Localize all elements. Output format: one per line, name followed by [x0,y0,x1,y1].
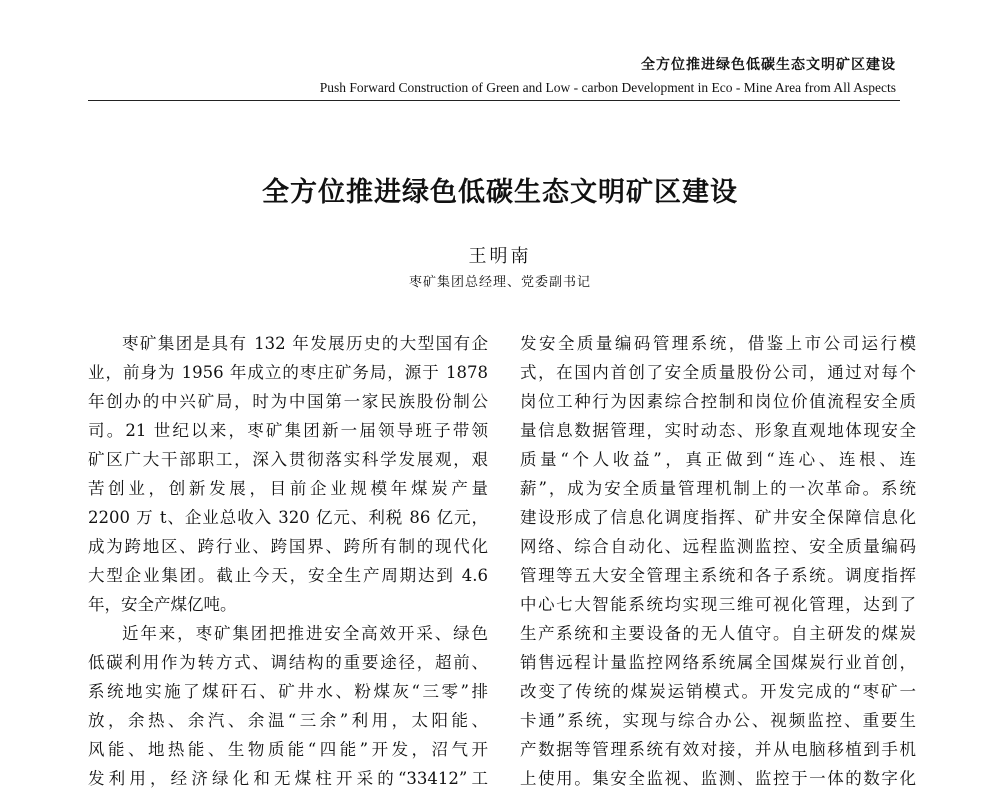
text-line: 建设形成了信息化调度指挥、矿井安全保障信息化 [520,508,916,527]
text-line: 管理等五大安全管理主系统和各子系统。调度指挥 [520,566,916,585]
text-line: 上使用。集安全监视、监测、监控于一体的数字化 [520,769,916,788]
text-line: 中心七大智能系统均实现三维可视化管理，达到了 [520,595,916,614]
text-line: 大型企业集团。截止今天，安全生产周期达到 4.6 [88,566,488,585]
text-line: 质量“个人收益”，真正做到“连心、连根、连 [520,450,916,469]
text-line: 岗位工种行为因素综合控制和岗位价值流程安全质 [520,392,916,411]
running-title-cn: 全方位推进绿色低碳生态文明矿区建设 [641,57,896,73]
text-line: 系统地实施了煤矸石、矿井水、粉煤灰“三零”排 [88,682,488,701]
body-column-right [520,329,916,793]
text-line: 放，余热、余汽、余温“三余”利用，太阳能、 [88,711,488,730]
article-author: 王明南 [468,246,532,267]
text-line: 发安全质量编码管理系统，借鉴上市公司运行模 [520,334,916,353]
text-line: 改变了传统的煤炭运销模式。开发完成的“枣矿一 [520,682,916,701]
header-divider [88,100,900,101]
text-line: 成为跨地区、跨行业、跨国界、跨所有制的现代化 [88,537,488,556]
author-affiliation: 枣矿集团总经理、党委副书记 [408,275,591,290]
text-line: 近年来，枣矿集团把推进安全高效开采、绿色 [122,624,488,643]
body-column-left [88,329,488,793]
text-line: 销售远程计量监控网络系统属全国煤炭行业首创， [520,653,916,672]
text-line: 生产系统和主要设备的无人值守。自主研发的煤炭 [520,624,916,643]
text-line: 年，安全产煤亿吨。 [88,595,237,614]
text-line: 业，前身为 1956 年成立的枣庄矿务局，源于 1878 [88,363,488,382]
text-line: 式，在国内首创了安全质量股份公司，通过对每个 [520,363,916,382]
text-line: 薪”，成为安全质量管理机制上的一次革命。系统 [520,479,916,498]
text-line: 低碳利用作为转方式、调结构的重要途径，超前、 [88,653,488,672]
text-line: 2200 万 t、企业总收入 320 亿元、利税 86 亿元， [88,508,488,527]
text-line: 枣矿集团是具有 132 年发展历史的大型国有企 [122,334,488,353]
running-title-en: Push Forward Construction of Green and Low - carbon Development in Eco - Mine Area from All Aspects [319,80,896,95]
text-line: 产数据等管理系统有效对接，并从电脑移植到手机 [520,740,916,759]
text-line: 发利用，经济绿化和无煤柱开采的“33412”工 [88,769,488,788]
text-line: 司。21 世纪以来，枣矿集团新一届领导班子带领 [88,421,488,440]
text-line: 量信息数据管理，实时动态、形象直观地体现安全 [520,421,916,440]
text-line: 苦创业，创新发展，目前企业规模年煤炭产量 [88,479,488,498]
text-line: 年创办的中兴矿局，时为中国第一家民族股份制公 [88,392,488,411]
text-line: 风能、地热能、生物质能“四能”开发，沼气开 [88,740,488,759]
text-line: 矿区广大干部职工，深入贯彻落实科学发展观，艰 [88,450,488,469]
article-title: 全方位推进绿色低碳生态文明矿区建设 [262,177,738,208]
text-line: 网络、综合自动化、远程监测监控、安全质量编码 [520,537,916,556]
text-line: 卡通”系统，实现与综合办公、视频监控、重要生 [520,711,916,730]
